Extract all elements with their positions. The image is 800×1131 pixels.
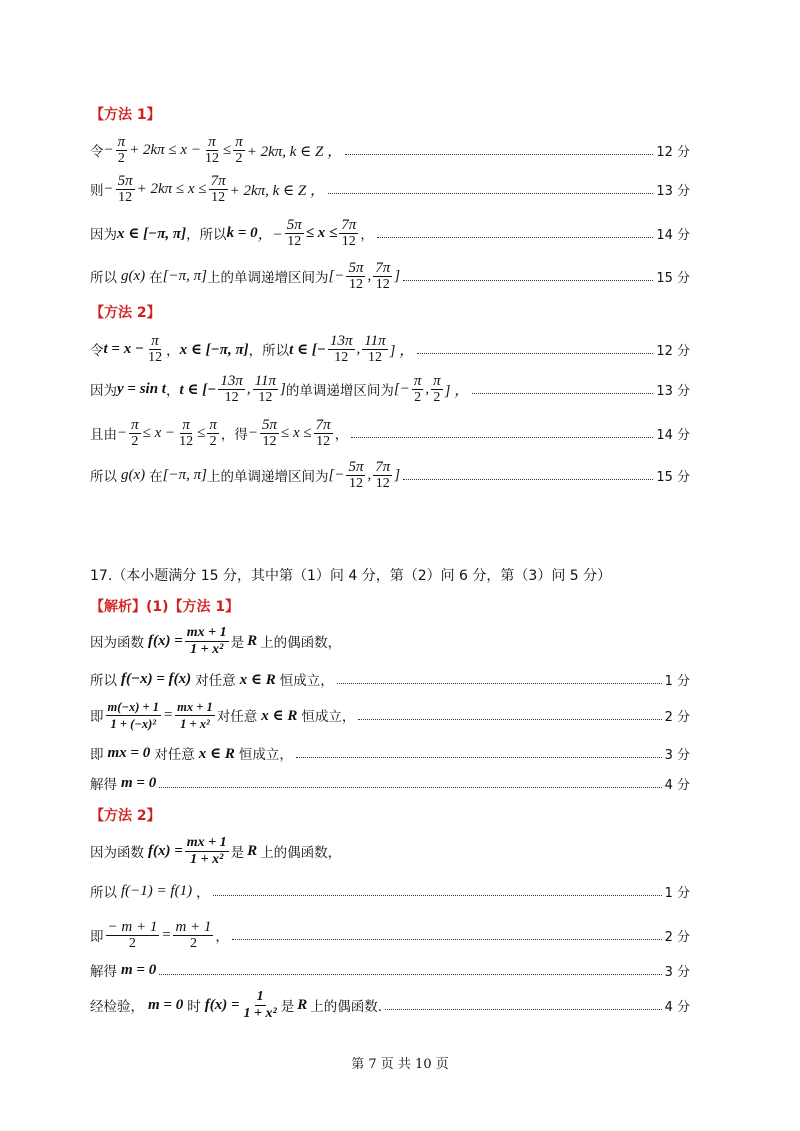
fraction [346,459,365,492]
analysis-label: 【解析】 [90,599,146,615]
numerator: 7π [210,172,226,189]
fraction [242,989,279,1022]
numerator: 1 [256,988,264,1004]
numerator: π [182,416,190,433]
question-17-title: 17.（本小题满分 15 分，其中第（1）问 4 分，第（2）问 6 分，第（3）问 5 分） [90,568,612,584]
q17-heading [90,596,239,616]
math: + 2kπ, k ∈ Z ， [246,143,343,160]
score: 15 分 [656,270,690,286]
text: ， [196,885,210,901]
denominator: 12 [204,150,219,166]
fraction [116,173,135,206]
math: m = 0 [121,774,157,791]
math: k = 0 [226,224,258,241]
fraction [106,919,160,952]
fraction [314,417,333,450]
math: ，− [257,226,283,243]
math: , [246,380,251,397]
text: 即 [90,747,104,763]
score: 4 分 [664,999,690,1015]
math: g(x) [121,466,146,483]
m1-line-1 [90,131,690,169]
text: 令 [90,343,104,359]
numerator: mx + 1 [186,624,227,640]
text: 所以 [90,673,117,689]
numerator: − m + 1 [107,918,158,935]
dot-leader [345,154,653,155]
page-number-footer: 第 7 页 共 10 页 [351,1057,449,1072]
text: ，所以 [248,343,290,359]
text: 即 [90,929,104,945]
fraction [106,699,162,732]
numerator: π [209,416,217,433]
math: ≤ [222,141,232,158]
dot-leader [358,719,661,720]
text: 且由 [90,427,117,443]
numerator: 5π [286,216,302,233]
numerator: 7π [341,216,357,233]
m2-line-2 [90,370,690,408]
denominator: 12 [348,276,363,292]
numerator: 11π [364,332,386,349]
text: 所以 [90,469,117,485]
denominator: 1 + x² [243,1005,277,1021]
fraction [129,417,141,450]
math: [− [393,380,410,397]
dot-leader [328,193,653,194]
text: ，得 [220,427,248,443]
denominator: 12 [118,189,133,205]
text: 上的单调递增区间为 [206,270,329,286]
text: 所以 [90,885,117,901]
q17-m2-line-2 [90,878,690,904]
q17-method-2-heading: 【方法 2】 [90,808,161,824]
text: 时 [187,999,201,1015]
dot-leader [472,393,653,394]
numerator: π [151,332,159,349]
text: 因为函数 [90,845,144,861]
denominator: 2 [117,150,125,166]
denominator: 2 [235,150,243,166]
numerator: mx + 1 [186,834,227,850]
math: g(x) [121,267,146,284]
math: x ∈ [−π, π] [179,341,249,358]
denominator: 12 [334,349,349,365]
numerator: π [433,372,441,389]
score: 4 分 [664,777,690,793]
denominator: 12 [348,475,363,491]
text: 上的偶函数， [260,845,342,861]
text: 恒成立， [238,747,293,763]
denominator: 2 [414,389,422,405]
fraction [253,373,278,406]
fraction [116,134,128,167]
math: y = sin t [117,380,166,397]
dot-leader [296,757,662,758]
fraction [218,373,245,406]
dot-leader [159,787,661,788]
score: 14 分 [656,427,690,443]
denominator: 12 [258,389,273,405]
q17-m2-line-4 [90,957,690,983]
text: 解得 [90,777,117,793]
text: 恒成立， [279,673,334,689]
numerator: 11π [254,372,277,389]
math: − [117,424,128,441]
denominator: 12 [179,433,194,449]
math: − [103,180,114,197]
m2-line-4 [90,456,690,494]
denominator: 1 + x² [190,851,224,867]
fraction [412,373,424,406]
denominator: 2 [209,433,217,449]
math: − [247,424,259,441]
score: 14 分 [656,227,690,243]
numerator: 5π [348,259,364,276]
denominator: 12 [367,349,382,365]
score: 13 分 [656,183,690,199]
math: R [247,632,258,649]
math: , [425,380,430,397]
dot-leader [351,437,653,438]
math: ≤ [197,424,206,441]
fraction [431,373,443,406]
text: 上的偶函数， [260,635,342,651]
math: + 2kπ, k ∈ Z ， [229,182,325,199]
dot-leader [337,683,662,684]
m1-line-2 [90,170,690,208]
math: m = 0 [121,961,157,978]
method-1-label: 【方法 1】 [168,599,240,615]
denominator: 12 [375,475,390,491]
math: = [161,926,172,943]
score: 2 分 [664,929,690,945]
text: 因为 [90,383,117,399]
fraction [175,699,215,732]
score: 3 分 [664,747,690,763]
method-2-heading: 【方法 2】 [90,305,161,321]
denominator: 12 [316,433,331,449]
dot-leader [159,974,661,975]
dot-leader [232,939,662,940]
math: R [297,996,308,1013]
math: x ∈ [−π, π] [117,225,187,242]
numerator: 7π [375,259,391,276]
denominator: 1 + x² [190,641,224,657]
m1-line-4 [90,257,690,295]
score: 1 分 [664,673,690,689]
numerator: 7π [315,416,331,433]
math: mx = 0 [107,744,151,761]
text: 在 [149,270,163,286]
text: 解得 [90,964,117,980]
math: [−π, π] [162,466,207,483]
denominator: 1 + (−x)² [110,716,157,731]
math: + 2kπ ≤ x ≤ [136,180,207,197]
numerator: 5π [117,172,133,189]
fraction [373,459,392,492]
numerator: 7π [375,458,391,475]
math: f(x) = [204,996,240,1013]
math: [−π, π] [162,267,207,284]
numerator: 5π [348,458,364,475]
math: x ∈ R [239,671,276,688]
math: ] [394,466,401,483]
text: 是 [230,635,245,651]
text: 对任意 [216,709,258,725]
denominator: 12 [211,189,226,205]
dot-leader [377,237,654,238]
text: 上的偶函数. [310,999,383,1015]
score: 15 分 [656,469,690,485]
denominator: 12 [148,349,163,365]
math: , [367,267,372,284]
math: ] ， [444,382,470,399]
text: 是 [280,999,295,1015]
math: = [163,706,174,723]
math: [− [328,267,345,284]
text: 上的单调递增区间为 [206,469,329,485]
math: t = x − [103,340,145,357]
denominator: 2 [189,935,197,951]
text: 所以 [90,270,117,286]
numerator: 13π [329,332,353,349]
fraction [185,835,229,868]
dot-leader [403,479,653,480]
q17-line-1 [90,622,690,660]
denominator: 12 [375,276,390,292]
text: ， [166,343,180,359]
score: 3 分 [664,964,690,980]
text: 则 [90,183,104,199]
q17-line-2 [90,666,690,692]
fraction [146,333,164,366]
score: 1 分 [664,885,690,901]
numerator: 5π [262,416,278,433]
text: 恒成立， [301,709,356,725]
denominator: 2 [433,389,441,405]
denominator: 12 [341,233,356,249]
denominator: 2 [131,433,139,449]
text: ，所以 [186,227,227,243]
math: x ∈ R [198,745,235,762]
fraction [209,173,228,206]
text: 因为 [90,227,117,243]
denominator: 12 [287,233,302,249]
math: t ∈ [− [289,341,326,358]
text: 经检验， [90,999,144,1015]
denominator: 12 [262,433,277,449]
score: 12 分 [656,343,690,359]
math: − [103,141,114,158]
math: f(x) = [148,632,183,649]
text: ， [334,427,349,443]
score: 2 分 [664,709,690,725]
text: 是 [230,845,245,861]
fraction [185,625,229,658]
fraction [328,333,355,366]
q17-line-3 [90,696,690,734]
fraction [233,134,245,167]
part-label: (1) [146,599,169,615]
fraction [177,417,195,450]
text: 对任意 [195,673,236,689]
math: f(−x) = f(x) [121,670,192,687]
dot-leader [213,895,662,896]
m1-line-3 [90,214,690,252]
m2-line-3 [90,414,690,452]
fraction [339,217,358,250]
denominator: 1 + x² [180,716,210,731]
math: ] ， [389,342,415,359]
q17-line-4 [90,740,690,766]
math: x ∈ R [261,707,298,724]
math: m = 0 [148,996,184,1013]
math: ≤ x ≤ [281,424,312,441]
numerator: 13π [220,372,243,389]
numerator: π [117,133,126,150]
fraction [260,417,279,450]
text: 即 [90,709,104,725]
math: [− [328,466,345,483]
text: 因为函数 [90,635,144,651]
q17-m2-line-3 [90,916,690,954]
q17-m2-line-1 [90,832,690,870]
dot-leader [385,1009,662,1010]
q17-m2-line-5 [90,986,690,1024]
text: ， [165,383,180,399]
math: ≤ x − [142,424,176,441]
math: R [247,842,258,859]
text: ， [215,929,229,945]
text: 令 [90,144,104,160]
math: f(−1) = f(1) [121,882,193,899]
score: 13 分 [656,383,690,399]
method-1-heading: 【方法 1】 [90,107,161,123]
numerator: π [235,133,243,150]
math: , [356,340,361,357]
denominator: 2 [128,935,136,951]
math: ≤ x ≤ [305,224,338,241]
math: f(x) = [148,842,183,859]
dot-leader [403,280,653,281]
math: ] [280,380,286,397]
math: , [367,466,372,483]
score: 12 分 [656,144,690,160]
math: t ∈ [− [179,381,217,398]
math: ] [394,267,401,284]
numerator: π [131,416,139,433]
m2-line-1 [90,330,690,368]
text: 在 [149,469,163,485]
denominator: 12 [224,389,239,405]
text: ， [360,227,374,243]
numerator: π [208,133,216,150]
numerator: m(−x) + 1 [107,699,159,714]
fraction [203,134,221,167]
fraction [346,260,365,293]
text: 对任意 [154,747,195,763]
q17-line-5 [90,770,690,796]
text: 的单调递增区间为 [285,383,394,399]
fraction [362,333,387,366]
numerator: mx + 1 [177,699,213,714]
math: + 2kπ ≤ x − [129,141,201,158]
dot-leader [417,353,653,354]
numerator: m + 1 [175,918,212,935]
fraction [285,217,304,250]
fraction [207,417,219,450]
fraction [173,919,213,952]
fraction [373,260,392,293]
numerator: π [413,372,422,389]
